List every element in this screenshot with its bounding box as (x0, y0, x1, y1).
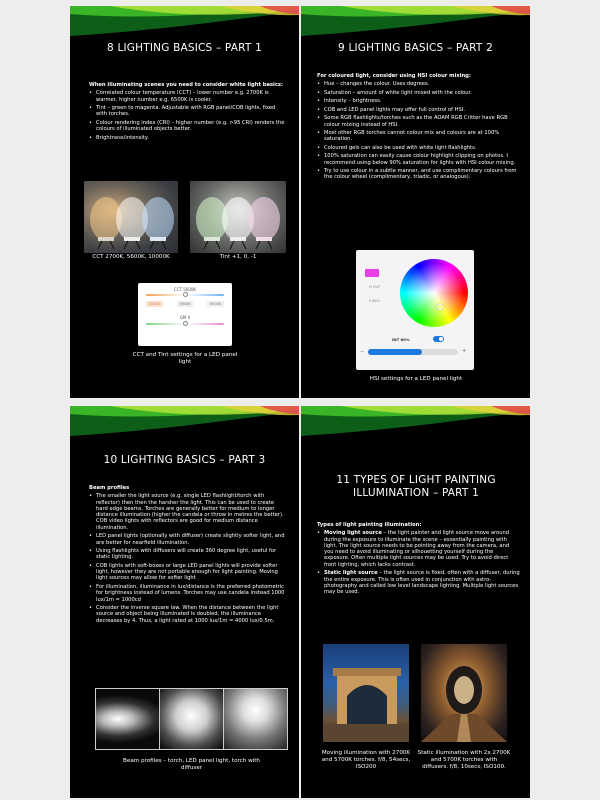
color-swatch (365, 269, 379, 277)
intensity-toggle[interactable] (433, 336, 444, 342)
slide-body (317, 522, 520, 598)
bullet: • Colour rendering index (CRI) – higher number (e.g. >95 CRI) renders the colours of illuminated objects better. (89, 120, 285, 133)
slide-body (89, 82, 285, 143)
bullet: • Coloured gels can also be used with white light flashlights. (317, 145, 517, 151)
beam-caption: Beam profiles – torch, LED panel light, torch with diffuser (123, 758, 260, 771)
hsi-panel-screenshot (356, 250, 474, 370)
bullet-term: Moving light source (324, 530, 382, 537)
bullet-moving-light (317, 530, 520, 568)
bullet: • COB and LED panel lights may offer full control of HSI. (317, 107, 517, 113)
slide-title: 11 TYPES OF LIGHT PAINTING ILLUMINATION – PART 1 (336, 474, 496, 499)
green-swoosh-decoration (301, 6, 530, 40)
gm-value-label: GM 0 (179, 315, 191, 320)
bullet: • Intensity – brightness. (317, 98, 517, 104)
slide-body (317, 73, 517, 183)
minus-icon[interactable]: − (360, 349, 365, 355)
section-heading: Beam profiles (89, 485, 130, 491)
green-swoosh-decoration (70, 6, 299, 40)
bullet: • Most other RGB torches cannot colour mix and colours are at 100% saturation. (317, 130, 517, 143)
intensity-slider[interactable] (368, 349, 458, 355)
bullet: • For illumination, illuminance in lux/distance is the preferred photometric for brightness instead of lumens. Torches may use candela instead 1000 lux/1m = 1000cd (89, 584, 285, 603)
slide-11 (301, 406, 530, 798)
bullet: • COB lights with soft-boxes or large LED panel lights will provide softer light, however they are not portable enough for light painting. Moving light sources may allow for softer light (89, 563, 285, 582)
preset-button[interactable]: 3200K (146, 301, 163, 307)
bullet: • Consider the inverse square law. When the distance between the light source and object being illuminated is doubled, the illuminance decreases by 4. Thus, a light rated at 1000 lux/1m = 4000 lux/0.5m. (89, 605, 285, 624)
slide-title: 9 LIGHTING BASICS – PART 2 (338, 42, 493, 54)
bullet: • Hue – changes the colour. Uses degrees. (317, 81, 517, 87)
color-wheel-picker[interactable] (437, 304, 443, 310)
static-caption: Static illumination with 2x 2700K and 5700K torches with diffusers. f/8, 10secs, ISO100. (417, 750, 511, 770)
panel-beam-image (160, 689, 224, 749)
bullet: • LED panel lights (optionally with diffuser) create slightly softer light, and are better for nearfield illumination. (89, 533, 285, 546)
slide-9 (301, 6, 530, 398)
cct-photo (84, 181, 178, 253)
slide-8 (70, 6, 299, 398)
torch-beam-image (96, 689, 160, 749)
cct-value-label: CCT 5600K (173, 287, 197, 292)
diffuser-beam-image (224, 689, 287, 749)
plus-icon[interactable]: + (462, 348, 467, 354)
cct-presets (146, 301, 224, 307)
tint-caption: Tint +1, 0, -1 (219, 254, 257, 260)
bullet: • Some RGB flashlights/torches such as the AOAM RGB Critter have RGB colour mixing instead of HSI. (317, 115, 517, 128)
bullet-static-light (317, 570, 520, 595)
gm-slider-thumb[interactable] (183, 321, 188, 326)
intro-text: When illuminating scenes you need to consider white light basics: (89, 82, 284, 88)
bullet-term: Static light source (324, 570, 378, 577)
saturation-readout: S 66% (369, 299, 380, 303)
green-swoosh-decoration (301, 406, 530, 440)
preset-button[interactable]: 6500K (207, 301, 224, 307)
slide-body (89, 485, 285, 626)
cct-slider-thumb[interactable] (183, 292, 188, 297)
slide-title: 10 LIGHTING BASICS – PART 3 (103, 454, 266, 466)
bullet: • Saturation – amount of white light mixed with the colour. (317, 90, 517, 96)
section-heading: Types of light painting illumination: (317, 522, 422, 528)
intro-text: For coloured light, consider using HSI colour mixing: (317, 73, 471, 79)
tint-photo (190, 181, 286, 253)
bullet: • Correlated colour temperature (CCT) – lower number e.g. 2700K is warmer, higher number e.g. 6500K is cooler. (89, 90, 285, 103)
intensity-readout: INT 60% (392, 337, 410, 342)
slide-title: 8 LIGHTING BASICS – PART 1 (107, 42, 262, 54)
cct-caption: CCT 2700K, 5600K, 10000K (92, 254, 170, 260)
bullet: • Tint – green to magenta. Adjustable with RGB panel/COB lights, fixed with torches. (89, 105, 285, 118)
static-illumination-photo (421, 644, 507, 742)
cct-tint-panel-screenshot (138, 283, 232, 346)
beam-profiles-photo (95, 688, 288, 750)
hsi-color-wheel[interactable] (400, 259, 468, 327)
bullet-text: – the light painter and light source move around during the exposure to illuminate the scene – essentially painting with light. The light source needs to be pointing away from the camera, and you need to avoid illuminating or silhouetting yourself during the exposure. Often multiple light sources may be used. Try to avoid direct front lighting, which lacks contrast. (324, 530, 510, 568)
bullet: • Try to use colour in a subtle manner, and use complimentary colours from the colour wheel (complimentary, triadic, or analogous). (317, 168, 517, 181)
bullet: • The smaller the light source (e.g. single LED flashlight/torch with reflector) then then the harsher the light. This can be used to create hard edge beams. Torches are generally better for medium to longer distance illumination (higher the candela or throw in metres the better). COB video lights with reflectors are good for medium distance illumination. (89, 493, 285, 531)
bullet-text: – the light source is fixed, often with a diffuser, during the entire exposure. This is often used in conjunction with astro-photography and called low level landscape lighting. Multiple light sources may be used. (324, 570, 520, 596)
bullet: • Brightness/intensity. (89, 135, 285, 141)
hsi-caption: HSI settings for a LED panel light (369, 376, 463, 382)
green-swoosh-decoration (70, 406, 299, 440)
bullet: • 100% saturation can easily cause colour highlight clipping on photos. I recommend using below 90% saturation for lights with HSI colour mixing. (317, 153, 517, 166)
panel-caption: CCT and Tint settings for a LED panel light (132, 352, 238, 365)
slide-10 (70, 406, 299, 798)
preset-button[interactable]: 5600K (177, 301, 194, 307)
moving-illumination-photo (323, 644, 409, 742)
bullet: • Using flashlights with diffusers will create 360 degree light, useful for static lighting. (89, 548, 285, 561)
hue-readout: H 294° (369, 285, 381, 289)
moving-caption: Moving illumination with 2700K and 5700K torches. f/8, 54secs, ISO200 (321, 750, 411, 770)
